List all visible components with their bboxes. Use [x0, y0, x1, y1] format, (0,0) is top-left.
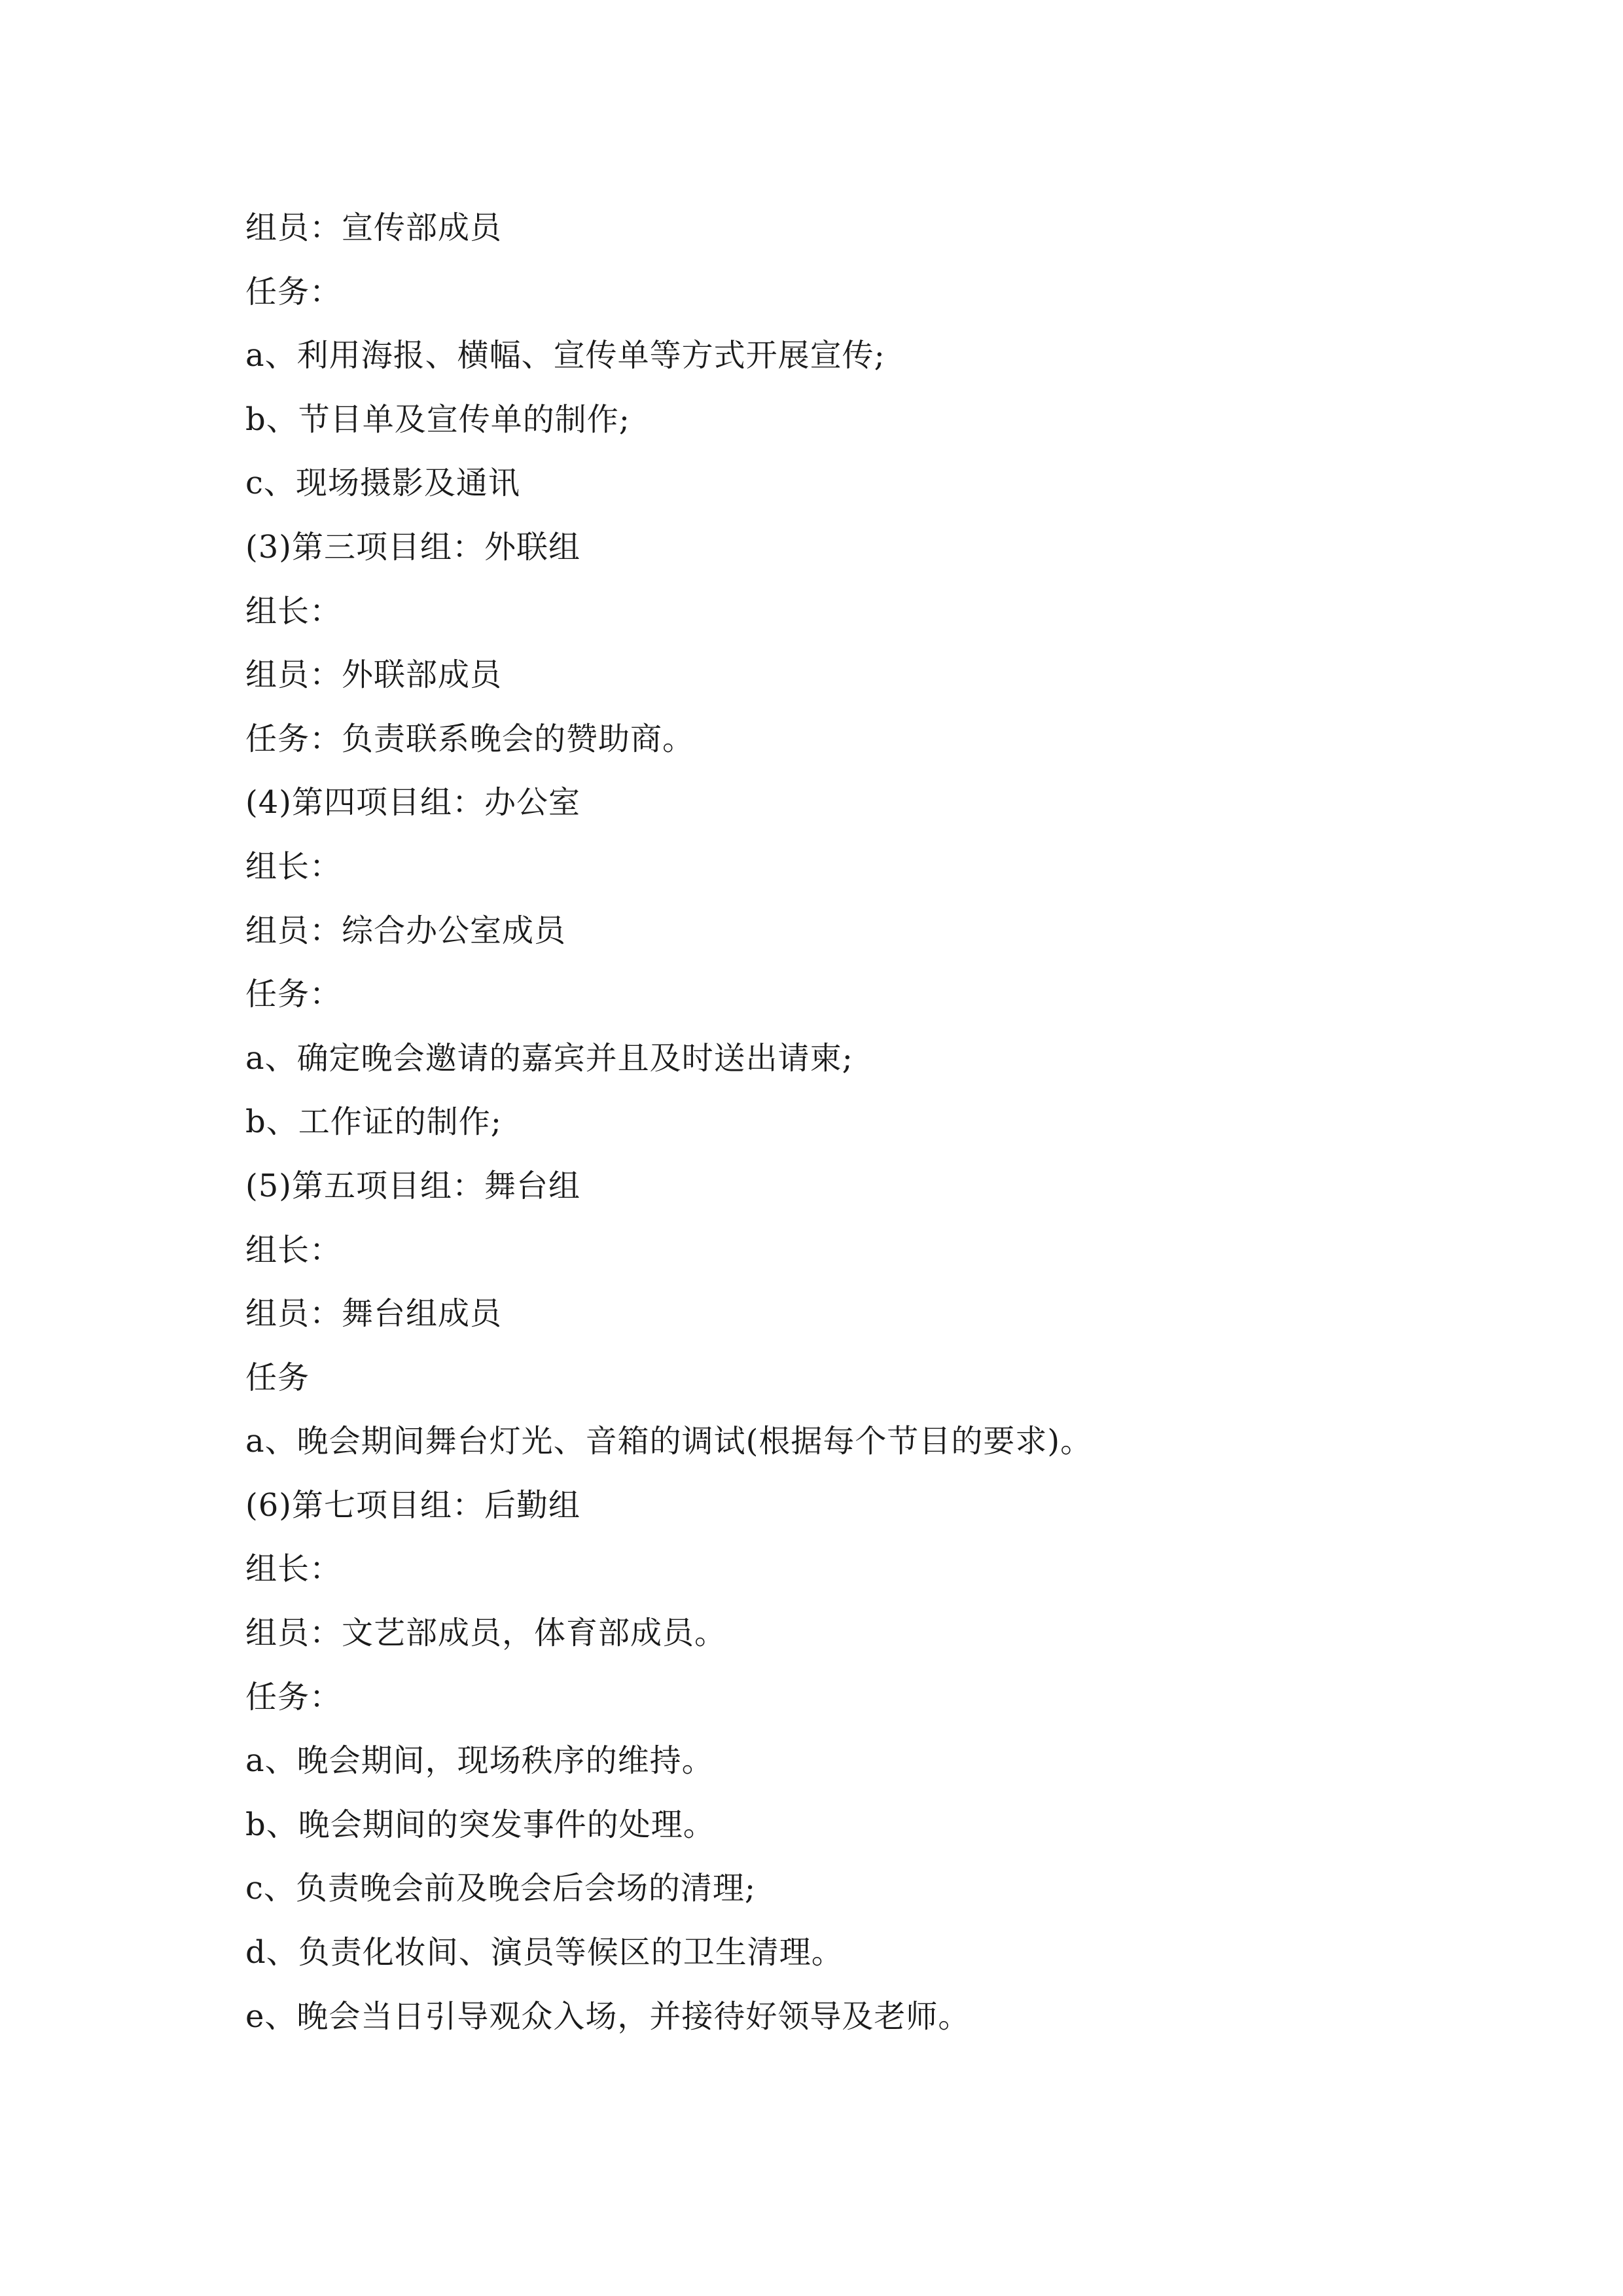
- text-line: 任务：: [245, 1678, 342, 1715]
- text-line: a、确定晚会邀请的嘉宾并且及时送出请柬;: [245, 1039, 853, 1077]
- document-body: [245, 196, 1489, 2049]
- text-line: 任务：负责联系晚会的赞助商。: [245, 720, 695, 757]
- text-line: d、负责化妆间、演员等候区的卫生清理。: [245, 1934, 844, 1971]
- text-line: e、晚会当日引导观众入场，并接待好领导及老师。: [245, 1998, 971, 2035]
- text-line: 组员：宣传部成员: [245, 209, 503, 246]
- text-line: b、工作证的制作;: [245, 1103, 502, 1141]
- text-line: 组长：: [245, 848, 342, 885]
- section-heading: (5)第五项目组：舞台组: [245, 1167, 580, 1204]
- text-line: a、晚会期间，现场秩序的维持。: [245, 1742, 714, 1780]
- section-heading: (4)第四项目组：办公室: [245, 784, 580, 821]
- text-line: 任务: [245, 1359, 310, 1396]
- text-line: 组员：综合办公室成员: [245, 912, 567, 949]
- text-line: a、晚会期间舞台灯光、音箱的调试(根据每个节目的要求)。: [245, 1423, 1093, 1460]
- section-heading: (6)第七项目组：后勤组: [245, 1486, 580, 1524]
- text-line: c、现场摄影及通讯: [245, 465, 520, 502]
- text-line: 组长：: [245, 1551, 342, 1588]
- text-line: b、节目单及宣传单的制作;: [245, 401, 630, 438]
- section-heading: (3)第三项目组：外联组: [245, 528, 580, 565]
- text-line: b、晚会期间的突发事件的处理。: [245, 1806, 715, 1843]
- text-line: a、利用海报、横幅、宣传单等方式开展宣传;: [245, 337, 885, 374]
- text-line: 组长：: [245, 1231, 342, 1268]
- text-line: 组员：外联部成员: [245, 656, 503, 694]
- text-line: 组员：舞台组成员: [245, 1295, 503, 1333]
- text-line: 任务：: [245, 273, 342, 310]
- text-line: 任务：: [245, 976, 342, 1013]
- text-line: 组员：文艺部成员，体育部成员。: [245, 1615, 727, 1652]
- text-line: c、负责晚会前及晚会后会场的清理;: [245, 1870, 757, 1907]
- text-line: 组长：: [245, 592, 342, 630]
